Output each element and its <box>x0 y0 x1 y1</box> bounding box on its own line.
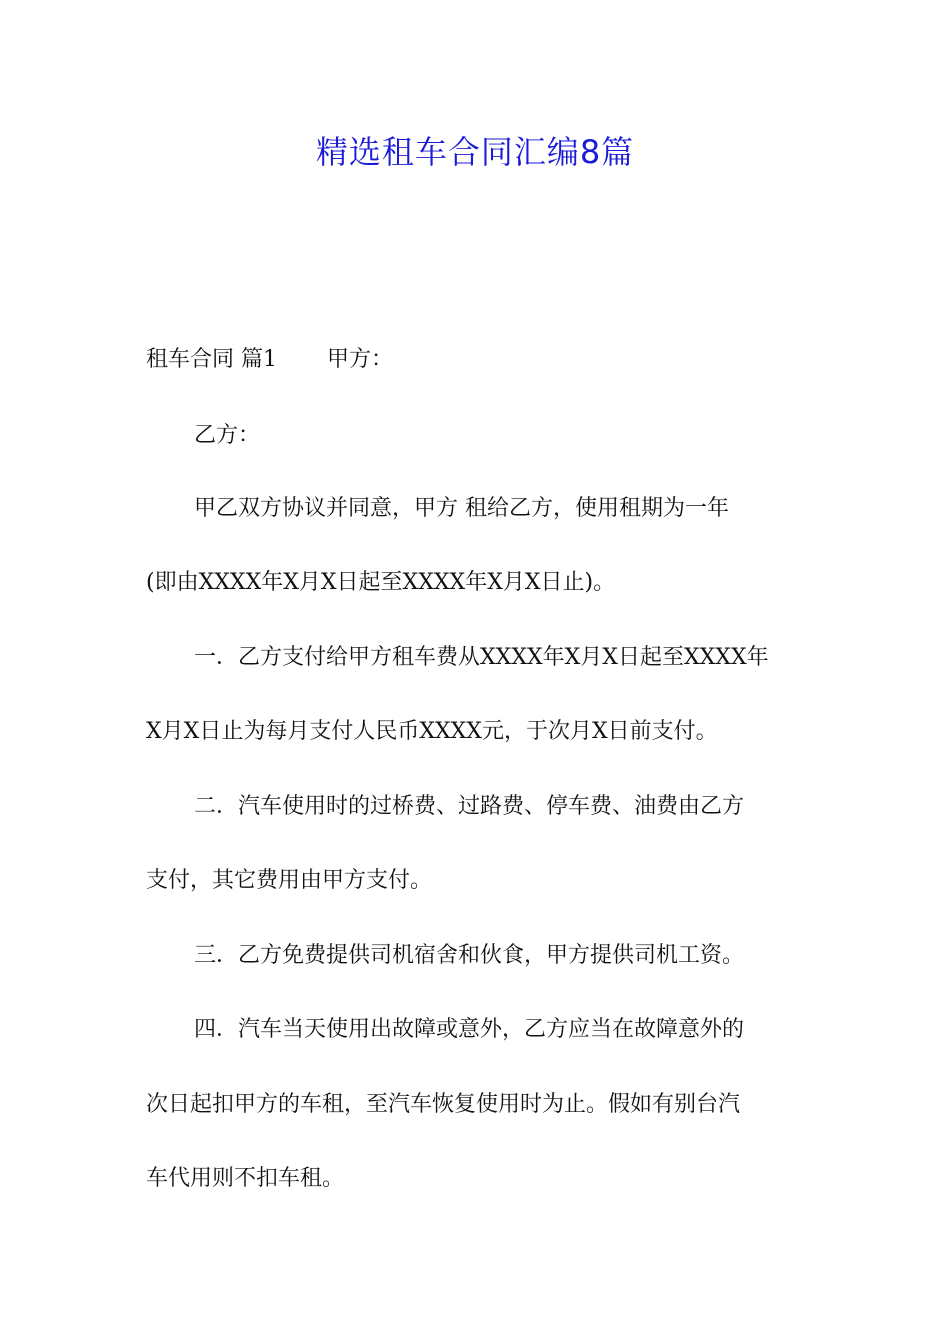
section-heading-line <box>146 345 816 375</box>
paragraph-line: 三．乙方免费提供司机宿舍和伙食，甲方提供司机工资。 <box>194 943 745 968</box>
paragraph-line: (即由XXXX年X月X日起至XXXX年X月X日止)。 <box>146 570 616 595</box>
paragraph-line: 次日起扣甲方的车租，至汽车恢复使用时为止。假如有别台汽 <box>146 1092 741 1117</box>
paragraph-line: 甲乙双方协议并同意，甲方 租给乙方，使用租期为一年 <box>194 496 729 521</box>
party-b-label: 乙方： <box>194 423 261 448</box>
paragraph-line: 四．汽车当天使用出故障或意外，乙方应当在故障意外的 <box>194 1017 745 1042</box>
section-heading: 租车合同 篇1 <box>146 347 277 372</box>
party-a-label: 甲方： <box>327 347 394 372</box>
paragraph-line: 支付，其它费用由甲方支付。 <box>146 868 433 893</box>
paragraph-line: X月X日止为每月支付人民币XXXX元，于次月X日前支付。 <box>146 719 718 744</box>
paragraph-line: 一．乙方支付给甲方租车费从XXXX年X月X日起至XXXX年 <box>194 645 769 670</box>
paragraph-line: 车代用则不扣车租。 <box>146 1166 345 1191</box>
paragraph-line: 二．汽车使用时的过桥费、过路费、停车费、油费由乙方 <box>194 794 745 819</box>
document-title: 精选租车合同汇编8篇 <box>315 133 635 171</box>
